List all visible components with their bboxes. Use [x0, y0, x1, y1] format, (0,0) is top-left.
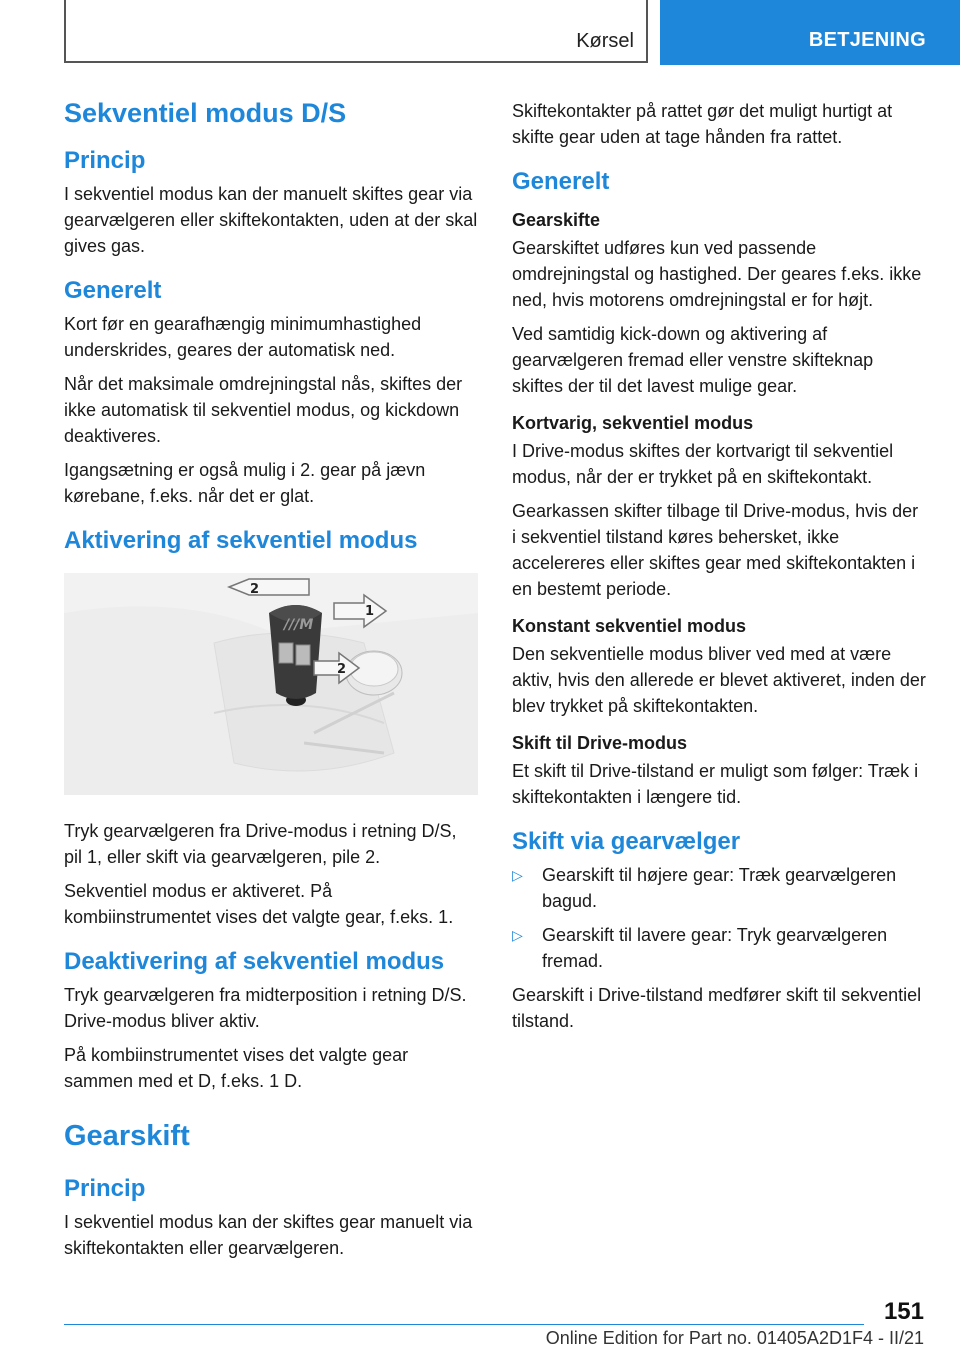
konstant-heading: Konstant sekventiel modus — [512, 616, 747, 636]
triangle-bullet-icon: ▷ — [512, 927, 523, 943]
konstant-text: Den sekventielle modus bliver ved med at være aktiv, hvis den allerede er blevet aktiveret, inden der blev trykket på skiftekontakten. — [512, 644, 926, 716]
header-section-label: Kørsel — [576, 30, 634, 52]
header-section-box — [64, 0, 648, 63]
deaktivering-text-2: På kombiinstrumentet vises det valgte gear sammen med et D, f.eks. 1 D. — [64, 1045, 409, 1091]
right-generelt-heading: Generelt — [512, 168, 610, 195]
kortvarig-text-2: Gearkassen skifter tilbage til Drive-modus, hvis der i sekventiel tilstand køres behersket, ikke accelereres eller skiftes gear med skiftekontakten i en bestemt periode. — [512, 501, 919, 599]
right-column — [512, 98, 926, 1042]
final-text: Gearskift i Drive-tilstand medfører skift til sekventiel tilstand. — [512, 985, 922, 1031]
gearskifte-text-1: Gearskiftet udføres kun ved passende omdrejningstal og hastighed. Der geares f.eks. ikke ned, hvis motorens omdrejningstal er for højt. — [512, 238, 922, 310]
generelt-heading: Generelt — [64, 277, 162, 304]
section-title: Sekventiel modus D/S — [64, 98, 347, 128]
generelt-text-3: Igangsætning er også mulig i 2. gear på jævn kørebane, f.eks. når det er glat. — [64, 460, 426, 506]
footer-divider — [64, 1324, 864, 1325]
princip2-text: I sekventiel modus kan der skiftes gear manuelt via skiftekontakten eller gearvælgeren. — [64, 1212, 473, 1258]
generelt-text-2: Når det maksimale omdrejningstal nås, skiftes der ikke automatisk til sekventiel modus, og kickdown deaktiveres. — [64, 374, 463, 446]
list-item-text: Gearskift til lavere gear: Tryk gearvælgeren fremad. — [542, 925, 888, 971]
list-item — [512, 922, 926, 974]
gearskifte-heading: Gearskifte — [512, 210, 601, 230]
gearshift-list — [512, 862, 926, 974]
kortvarig-heading: Kortvarig, sekventiel modus — [512, 413, 754, 433]
triangle-bullet-icon: ▷ — [512, 867, 523, 883]
page-number: 151 — [883, 1298, 924, 1325]
figure-arrow-label-1: 1 — [365, 604, 375, 619]
aktivering-text-2: Sekventiel modus er aktiveret. På kombiinstrumentet vises det valgte gear, f.eks. 1. — [64, 881, 454, 927]
list-item — [512, 862, 926, 914]
princip-heading: Princip — [64, 147, 146, 174]
gearskift-title: Gearskift — [64, 1120, 190, 1152]
footer-edition: Online Edition for Part no. 01405A2D1F4 - II/21 — [545, 1328, 924, 1348]
header-chapter-tab — [660, 0, 960, 65]
kortvarig-text-1: I Drive-modus skiftes der kortvarigt til sekventiel modus, når der er trykket på en skiftekontakt. — [512, 441, 894, 487]
skift-via-heading: Skift via gearvælger — [512, 828, 741, 855]
skift-drive-text: Et skift til Drive-tilstand er muligt som følger: Træk i skiftekontakten i længere tid. — [512, 761, 919, 807]
list-item-text: Gearskift til højere gear: Træk gearvælgeren bagud. — [542, 865, 897, 911]
princip-text: I sekventiel modus kan der manuelt skiftes gear via gearvælgeren eller skiftekontakten, uden at der skal gives gas. — [64, 184, 478, 256]
aktivering-heading: Aktivering af sekventiel modus — [64, 527, 418, 554]
figure-arrow-label-2-bottom: 2 — [337, 662, 347, 677]
figure-arrow-label-2-top: 2 — [250, 582, 260, 597]
gear-selector-figure — [64, 573, 478, 795]
aktivering-text-1: Tryk gearvælgeren fra Drive-modus i retning D/S, pil 1, eller skift via gearvælgeren, pile 2. — [64, 821, 457, 867]
skift-drive-heading: Skift til Drive-modus — [512, 733, 688, 753]
left-column — [64, 98, 478, 1269]
header-chapter-label: BETJENING — [808, 29, 926, 51]
generelt-text-1: Kort før en gearafhængig minimumhastighed underskrides, geares der automatisk ned. — [64, 314, 422, 360]
deaktivering-text-1: Tryk gearvælgeren fra midterposition i retning D/S. Drive-modus bliver aktiv. — [64, 985, 467, 1031]
gearskifte-text-2: Ved samtidig kick-down og aktivering af gearvælgeren fremad eller venstre skifteknap skiftes der til det lavest mulige gear. — [512, 324, 874, 396]
intro-text: Skiftekontakter på rattet gør det muligt hurtigt at skifte gear uden at tage hånden fra rattet. — [512, 101, 893, 147]
princip2-heading: Princip — [64, 1175, 146, 1202]
deaktivering-heading: Deaktivering af sekventiel modus — [64, 948, 445, 975]
svg-text:///M: ///M — [284, 617, 314, 633]
